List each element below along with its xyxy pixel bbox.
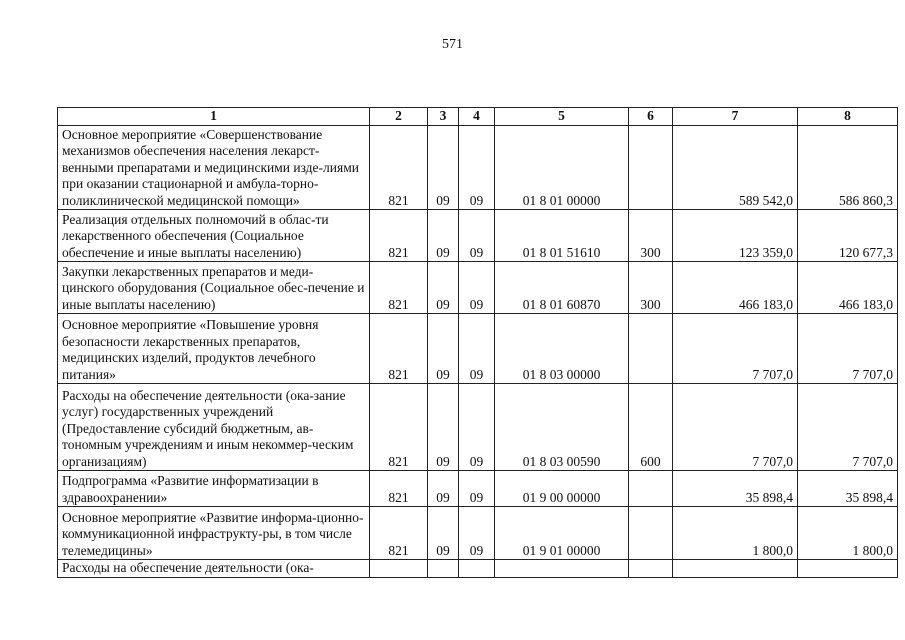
header-cell: 3 — [428, 108, 459, 126]
department-code-cell: 821 — [370, 384, 428, 471]
department-code-cell: 821 — [370, 262, 428, 314]
table-row — [58, 314, 898, 384]
amount-col7-cell — [673, 560, 798, 578]
amount-col7-cell: 1 800,0 — [673, 507, 798, 560]
amount-col8-cell: 586 860,3 — [798, 126, 898, 210]
header-cell: 1 — [58, 108, 370, 126]
amount-col7-cell: 35 898,4 — [673, 471, 798, 507]
table-row — [58, 471, 898, 507]
amount-col8-cell: 7 707,0 — [798, 384, 898, 471]
amount-col7-cell: 123 359,0 — [673, 210, 798, 262]
department-code-cell: 821 — [370, 314, 428, 384]
department-code-cell: 821 — [370, 507, 428, 560]
section-code-cell: 09 — [428, 262, 459, 314]
section-code-cell: 09 — [428, 314, 459, 384]
header-cell: 6 — [629, 108, 673, 126]
expense-type-cell — [629, 507, 673, 560]
table-row — [58, 210, 898, 262]
subsection-code-cell: 09 — [459, 507, 495, 560]
expense-type-cell — [629, 471, 673, 507]
header-cell: 2 — [370, 108, 428, 126]
department-code-cell — [370, 560, 428, 578]
target-article-cell: 01 8 03 00000 — [495, 314, 629, 384]
page-number: 571 — [442, 37, 463, 52]
expense-type-cell: 600 — [629, 384, 673, 471]
target-article-cell: 01 8 01 00000 — [495, 126, 629, 210]
target-article-cell: 01 9 01 00000 — [495, 507, 629, 560]
subsection-code-cell: 09 — [459, 210, 495, 262]
item-name-cell: Реализация отдельных полномочий в облас-ти лекарственного обеспечения (Социальное обеспечение и иные выплаты населению) — [58, 210, 370, 262]
target-article-cell: 01 9 00 00000 — [495, 471, 629, 507]
expense-type-cell — [629, 314, 673, 384]
section-code-cell: 09 — [428, 126, 459, 210]
item-name-cell: Подпрограмма «Развитие информатизации в здравоохранении» — [58, 471, 370, 507]
item-name-cell: Закупки лекарственных препаратов и меди-цинского оборудования (Социальное обес-печение и иные выплаты населению) — [58, 262, 370, 314]
expense-type-cell — [629, 126, 673, 210]
amount-col8-cell: 35 898,4 — [798, 471, 898, 507]
table-row — [58, 560, 898, 578]
amount-col7-cell: 7 707,0 — [673, 314, 798, 384]
item-name-cell: Основное мероприятие «Развитие информа-ционно- коммуникационной инфраструкту-ры, в том числе телемедицины» — [58, 507, 370, 560]
amount-col8-cell: 120 677,3 — [798, 210, 898, 262]
table-body — [58, 126, 898, 578]
expense-type-cell — [629, 560, 673, 578]
department-code-cell: 821 — [370, 126, 428, 210]
section-code-cell: 09 — [428, 384, 459, 471]
amount-col8-cell — [798, 560, 898, 578]
subsection-code-cell: 09 — [459, 314, 495, 384]
amount-col7-cell: 589 542,0 — [673, 126, 798, 210]
department-code-cell: 821 — [370, 471, 428, 507]
table-row — [58, 507, 898, 560]
expense-type-cell: 300 — [629, 262, 673, 314]
budget-table — [57, 107, 898, 578]
header-cell: 8 — [798, 108, 898, 126]
table-row — [58, 384, 898, 471]
amount-col8-cell: 1 800,0 — [798, 507, 898, 560]
amount-col7-cell: 7 707,0 — [673, 384, 798, 471]
target-article-cell — [495, 560, 629, 578]
item-name-cell: Расходы на обеспечение деятельности (ока- — [58, 560, 370, 578]
subsection-code-cell: 09 — [459, 471, 495, 507]
table-header-row — [58, 108, 898, 126]
target-article-cell: 01 8 03 00590 — [495, 384, 629, 471]
header-cell: 5 — [495, 108, 629, 126]
amount-col8-cell: 7 707,0 — [798, 314, 898, 384]
item-name-cell: Основное мероприятие «Повышение уровня безопасности лекарственных препаратов, медицинских изделий, продуктов лечебного питания» — [58, 314, 370, 384]
expense-type-cell: 300 — [629, 210, 673, 262]
section-code-cell: 09 — [428, 471, 459, 507]
item-name-cell: Расходы на обеспечение деятельности (ока-зание услуг) государственных учреждений (Предоставление субсидий бюджетным, ав-тономным учреждениям и иным некоммер-ческим организациям) — [58, 384, 370, 471]
header-cell: 4 — [459, 108, 495, 126]
subsection-code-cell: 09 — [459, 384, 495, 471]
target-article-cell: 01 8 01 60870 — [495, 262, 629, 314]
section-code-cell: 09 — [428, 507, 459, 560]
section-code-cell — [428, 560, 459, 578]
target-article-cell: 01 8 01 51610 — [495, 210, 629, 262]
header-cell: 7 — [673, 108, 798, 126]
table-row — [58, 262, 898, 314]
section-code-cell: 09 — [428, 210, 459, 262]
amount-col7-cell: 466 183,0 — [673, 262, 798, 314]
department-code-cell: 821 — [370, 210, 428, 262]
table-row — [58, 126, 898, 210]
amount-col8-cell: 466 183,0 — [798, 262, 898, 314]
subsection-code-cell: 09 — [459, 262, 495, 314]
item-name-cell: Основное мероприятие «Совершенствование механизмов обеспечения населения лекарст-венными препаратами и медицинскими изде-лиями при оказании стационарной и амбула-торно-поликлинической медицинской помощи» — [58, 126, 370, 210]
subsection-code-cell — [459, 560, 495, 578]
subsection-code-cell: 09 — [459, 126, 495, 210]
